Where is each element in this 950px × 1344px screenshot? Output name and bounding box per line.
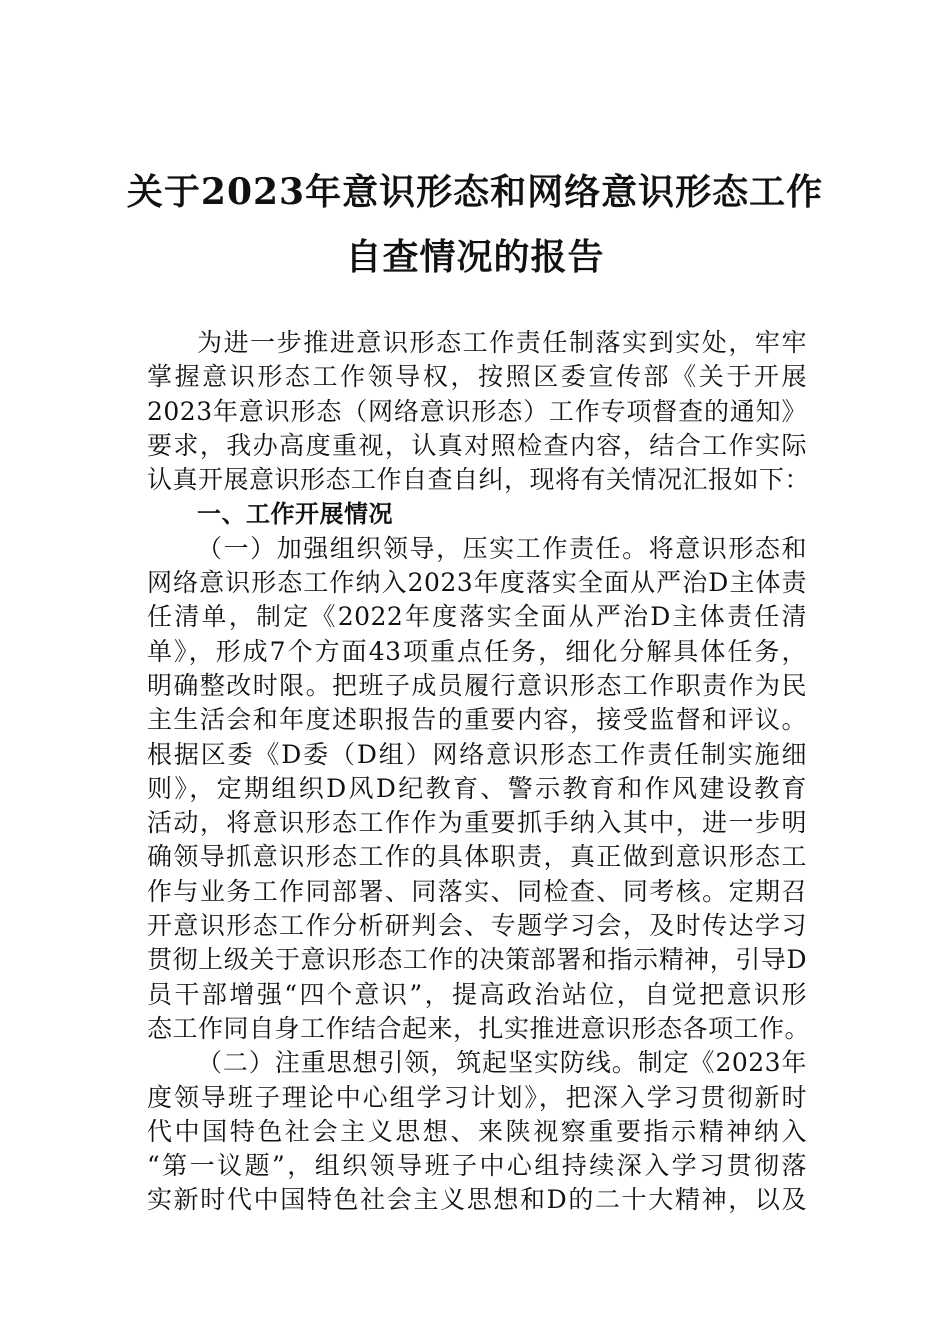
paragraph-line: 根据区委《D委（D组）网络意识形态工作责任制实施细: [147, 739, 807, 769]
paragraph-line: 作与业务工作同部署、同落实、同检查、同考核。定期召: [147, 876, 807, 906]
paragraph-line: 代中国特色社会主义思想、来陕视察重要指示精神纳入: [147, 1116, 807, 1146]
paragraph-line: 为进一步推进意识形态工作责任制落实到实处，牢牢: [197, 328, 807, 357]
section-heading: 一、工作开展情况: [197, 500, 393, 529]
paragraph-line: 态工作同自身工作结合起来，扎实推进意识形态各项工作。: [147, 1013, 811, 1043]
paragraph-line: （一）加强组织领导，压实工作责任。将意识形态和: [197, 533, 807, 563]
paragraph-line: 认真开展意识形态工作自查自纠，现将有关情况汇报如下：: [147, 465, 811, 495]
paragraph-line: 活动，将意识形态工作作为重要抓手纳入其中，进一步明: [147, 808, 807, 838]
paragraph-line: 贯彻上级关于意识形态工作的决策部署和指示精神，引导D: [147, 945, 807, 975]
paragraph-line: 任清单，制定《2022年度落实全面从严治D主体责任清: [147, 602, 807, 632]
paragraph-line: 2023年意识形态（网络意识形态）工作专项督查的通知》: [147, 396, 807, 426]
document-title-line-2: 自查情况的报告: [345, 236, 605, 278]
paragraph-line: 掌握意识形态工作领导权，按照区委宣传部《关于开展: [147, 362, 807, 392]
paragraph-line: 单》，形成7个方面43项重点任务，细化分解具体任务，: [147, 636, 807, 666]
document-body: [147, 326, 811, 1218]
paragraph-line: 确领导抓意识形态工作的具体职责，真正做到意识形态工: [147, 842, 807, 872]
paragraph-line: 则》，定期组织D风D纪教育、警示教育和作风建设教育: [147, 773, 807, 803]
paragraph-line: 要求，我办高度重视，认真对照检查内容，结合工作实际: [147, 430, 807, 460]
paragraph-line: 实新时代中国特色社会主义思想和D的二十大精神，以及: [147, 1185, 807, 1215]
paragraph-line: 明确整改时限。把班子成员履行意识形态工作职责作为民: [147, 670, 807, 700]
paragraph-line: 员干部增强“四个意识”，提高政治站位，自觉把意识形: [147, 979, 807, 1009]
paragraph-line: 开意识形态工作分析研判会、专题学习会，及时传达学习: [147, 911, 807, 941]
paragraph-line: （二）注重思想引领，筑起坚实防线。制定《2023年: [197, 1048, 807, 1078]
paragraph-line: 度领导班子理论中心组学习计划》，把深入学习贯彻新时: [147, 1082, 807, 1112]
paragraph-line: “第一议题”，组织领导班子中心组持续深入学习贯彻落: [147, 1151, 807, 1181]
document-title-line-1: 关于2023年意识形态和网络意识形态工作: [126, 171, 824, 213]
paragraph-line: 网络意识形态工作纳入2023年度落实全面从严治D主体责: [147, 568, 807, 598]
paragraph-line: 主生活会和年度述职报告的重要内容，接受监督和评议。: [147, 705, 807, 735]
